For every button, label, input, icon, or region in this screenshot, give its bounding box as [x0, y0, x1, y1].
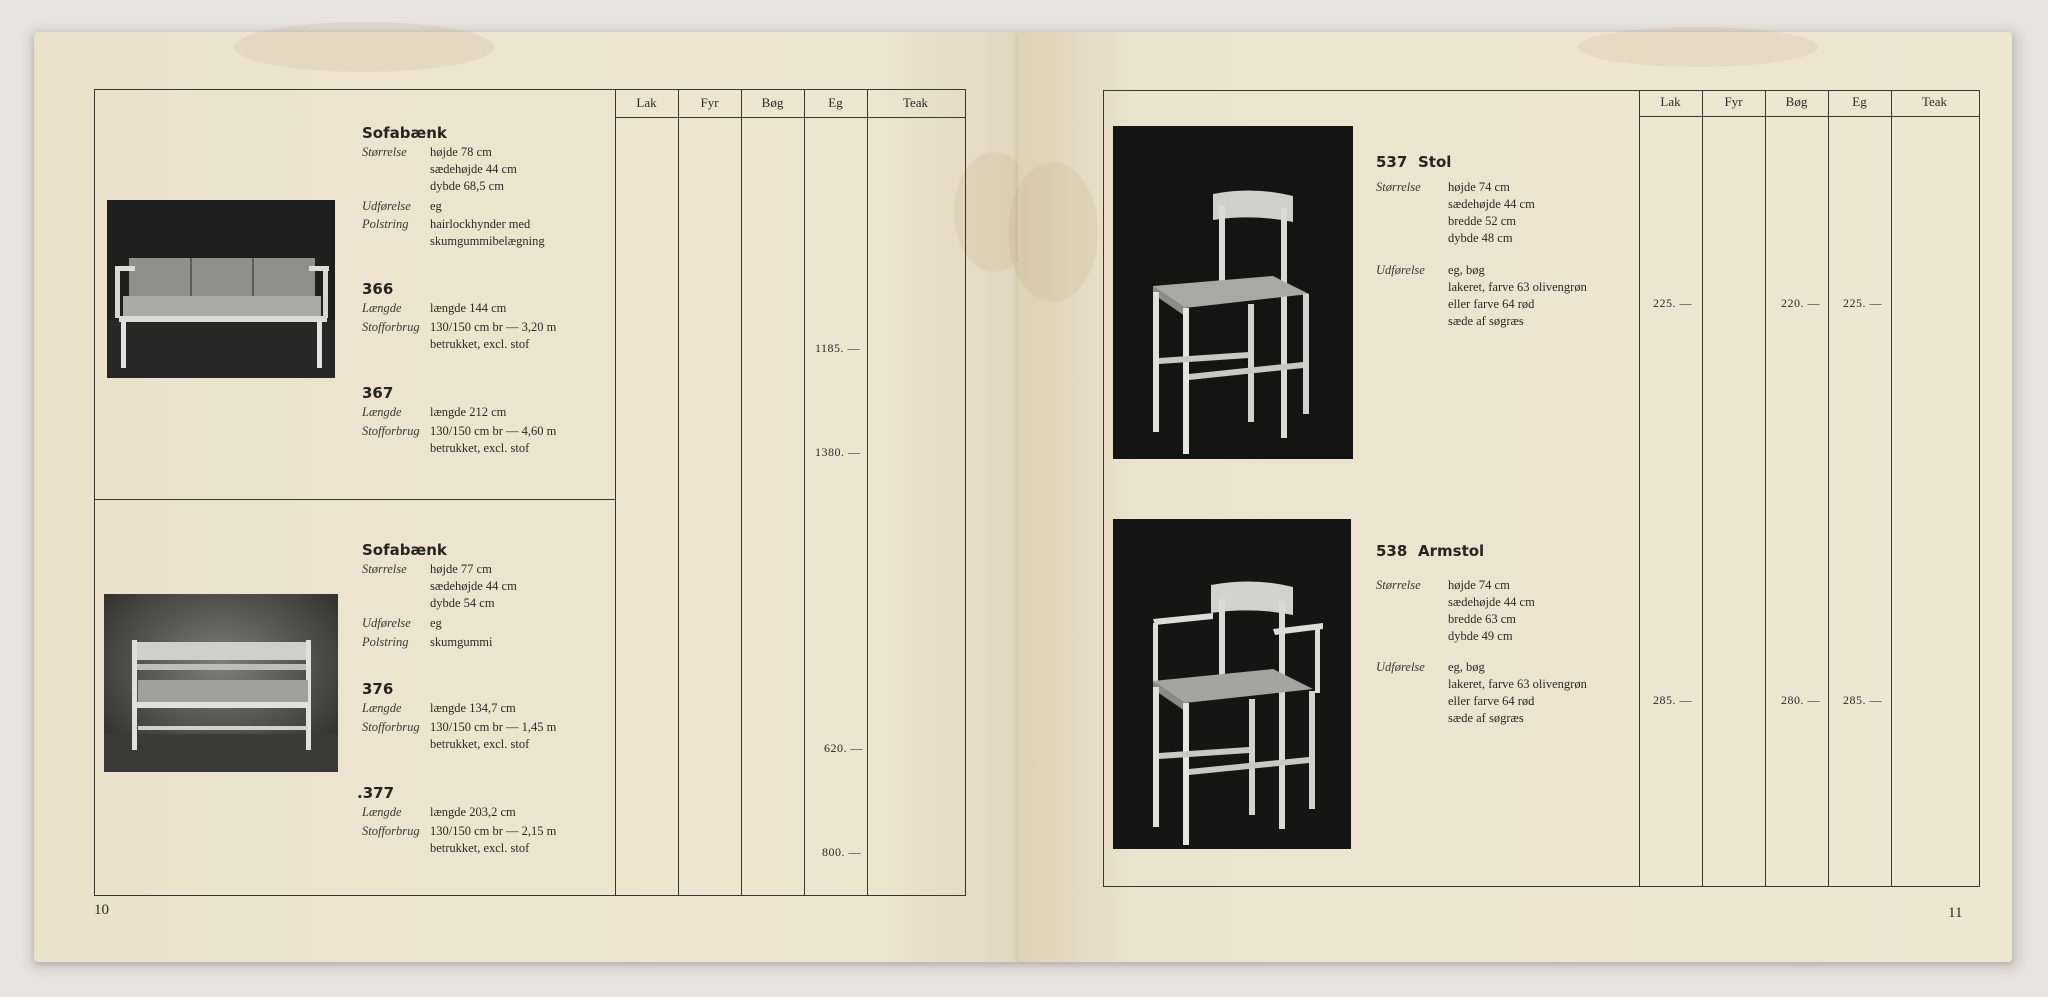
column-header-teak: Teak [1921, 94, 1948, 109]
spec-value: eller farve 64 rød [1448, 297, 1535, 311]
spec-label: Stofforbrug [362, 824, 420, 838]
spec-value: betrukket, excl. stof [430, 841, 530, 855]
price-eg: 285. — [1843, 693, 1882, 707]
spec-value: skumgummi [430, 635, 493, 649]
price-lak: 285. — [1653, 693, 1692, 707]
spec-value: hairlockhynder med [430, 217, 531, 231]
price-bog: 280. — [1781, 693, 1820, 707]
spec-value: 130/150 cm br — 2,15 m [430, 824, 557, 838]
spec-label: Udførelse [362, 616, 411, 630]
spec-label: Længde [362, 301, 402, 315]
spec-label: Udførelse [1376, 263, 1425, 277]
spec-label: Længde [362, 805, 402, 819]
spec-value: sædehøjde 44 cm [1448, 197, 1535, 211]
spec-value: dybde 68,5 cm [430, 179, 504, 193]
spec-label: Polstring [362, 635, 409, 649]
price-bog: 220. — [1781, 296, 1820, 310]
spec-value: eg, bøg [1448, 263, 1485, 277]
chair-photo-537 [1113, 126, 1353, 459]
spec-value: dybde 48 cm [1448, 231, 1513, 245]
spec-value: længde 203,2 cm [430, 805, 516, 819]
column-header-eg: Eg [1852, 94, 1867, 109]
spec-label: Længde [362, 405, 402, 419]
spec-value: eg, bøg [1448, 660, 1485, 674]
spec-label: Udførelse [1376, 660, 1425, 674]
spec-value: højde 77 cm [430, 562, 492, 576]
column-header-fyr: Fyr [1724, 94, 1743, 109]
price-eg: 1185. — [815, 341, 861, 355]
spec-value: sædehøjde 44 cm [430, 579, 517, 593]
spec-value: bredde 63 cm [1448, 612, 1517, 626]
spec-value: dybde 54 cm [430, 596, 495, 610]
section-1-title: Sofabænk [362, 124, 447, 142]
spec-value: længde 134,7 cm [430, 701, 516, 715]
spec-label: Stofforbrug [362, 320, 420, 334]
column-header-fyr: Fyr [700, 95, 719, 110]
spec-label: Udførelse [362, 199, 411, 213]
spec-value: sæde af søgræs [1448, 314, 1524, 328]
spec-value: sædehøjde 44 cm [1448, 595, 1535, 609]
spec-value: bredde 52 cm [1448, 214, 1517, 228]
price-lak: 225. — [1653, 296, 1692, 310]
spec-label: Størrelse [362, 562, 407, 576]
column-header-teak: Teak [902, 95, 929, 110]
page-number-right: 11 [1948, 905, 1963, 921]
spec-value: højde 74 cm [1448, 180, 1510, 194]
spec-value: sæde af søgræs [1448, 711, 1524, 725]
column-header-bog: Bøg [1785, 94, 1808, 109]
model-number: 366 [362, 280, 394, 298]
spec-value: 130/150 cm br — 3,20 m [430, 320, 557, 334]
sofa-bench-photo-1 [107, 200, 335, 378]
sofa-bench-photo-2 [104, 594, 338, 772]
spec-value: betrukket, excl. stof [430, 441, 530, 455]
spec-value: lakeret, farve 63 olivengrøn [1448, 280, 1587, 294]
spec-label: Stofforbrug [362, 424, 420, 438]
spec-label: Stofforbrug [362, 720, 420, 734]
catalog-page-left [34, 32, 1018, 962]
spec-value: dybde 49 cm [1448, 629, 1513, 643]
price-eg: 620. — [824, 741, 863, 755]
spec-value: højde 78 cm [430, 145, 492, 159]
spec-value: længde 144 cm [430, 301, 507, 315]
spec-label: Polstring [362, 217, 409, 231]
column-header-eg: Eg [828, 95, 843, 110]
item-name: Stol [1418, 153, 1452, 171]
model-number: 376 [362, 680, 394, 698]
spec-label: Længde [362, 701, 402, 715]
spec-value: 130/150 cm br — 1,45 m [430, 720, 557, 734]
price-eg: 1380. — [815, 445, 861, 459]
item-name: Armstol [1418, 542, 1485, 560]
spec-value: sædehøjde 44 cm [430, 162, 517, 176]
section-2-title: Sofabænk [362, 541, 447, 559]
price-eg: 225. — [1843, 296, 1882, 310]
spec-label: Størrelse [362, 145, 407, 159]
spec-value: lakeret, farve 63 olivengrøn [1448, 677, 1587, 691]
page-number-left: 10 [94, 902, 109, 918]
column-header-bog: Bøg [761, 95, 784, 110]
spec-value: eller farve 64 rød [1448, 694, 1535, 708]
price-eg: 800. — [822, 845, 861, 859]
model-number: 538 [1376, 542, 1408, 560]
spec-value: betrukket, excl. stof [430, 737, 530, 751]
armchair-photo-538 [1113, 519, 1351, 849]
spec-value: eg [430, 616, 442, 630]
model-number: 367 [362, 384, 394, 402]
model-number: 537 [1376, 153, 1408, 171]
spec-value: højde 74 cm [1448, 578, 1510, 592]
spec-value: betrukket, excl. stof [430, 337, 530, 351]
model-number: .377 [357, 784, 395, 802]
spec-label: Størrelse [1376, 180, 1421, 194]
spec-value: eg [430, 199, 442, 213]
catalog-page-right [1018, 32, 2012, 962]
spec-value: 130/150 cm br — 4,60 m [430, 424, 557, 438]
spec-value: skumgummibelægning [430, 234, 545, 248]
column-header-lak: Lak [1660, 94, 1681, 109]
spec-label: Størrelse [1376, 578, 1421, 592]
spec-value: længde 212 cm [430, 405, 507, 419]
column-header-lak: Lak [636, 95, 657, 110]
